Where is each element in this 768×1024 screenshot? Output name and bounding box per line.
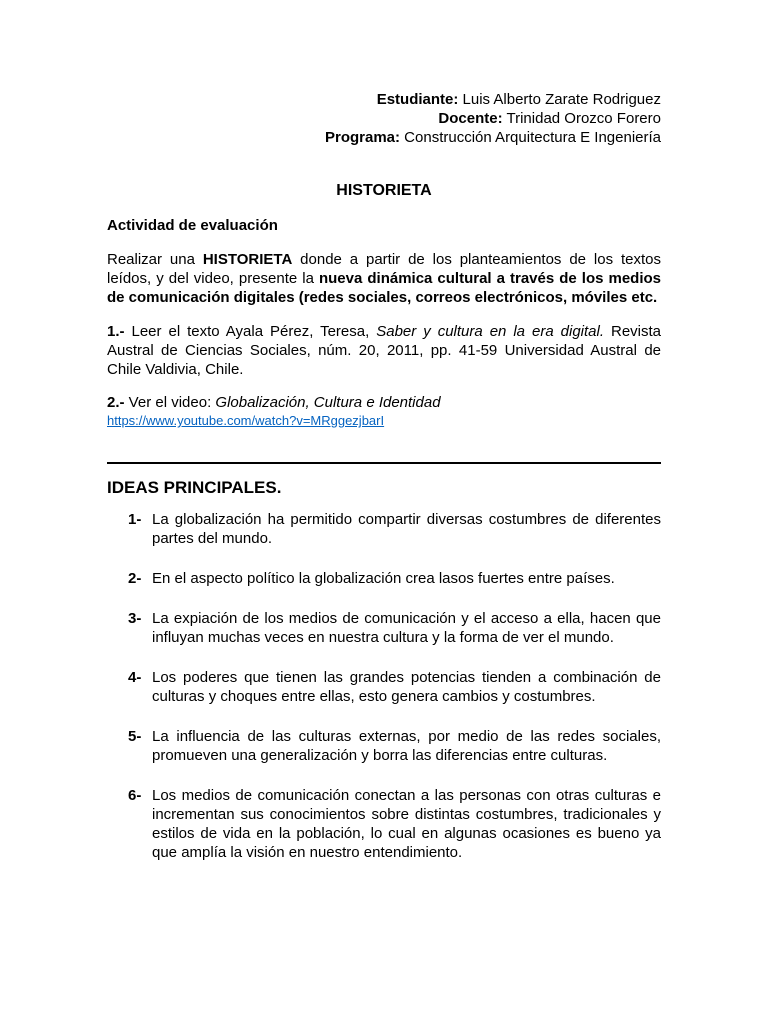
task-2-text: Ver el video: bbox=[124, 394, 216, 411]
idea-number: 6- bbox=[128, 787, 142, 804]
list-item bbox=[107, 668, 661, 706]
program-line bbox=[107, 128, 661, 147]
idea-number: 1- bbox=[128, 511, 142, 528]
activity-title: Actividad de evaluación bbox=[107, 217, 278, 234]
task-1-paragraph bbox=[107, 322, 661, 379]
student-label: Estudiante: bbox=[376, 91, 459, 108]
program-label: Programa: bbox=[324, 129, 401, 146]
idea-number: 4- bbox=[128, 669, 142, 686]
idea-number: 3- bbox=[128, 610, 142, 627]
idea-number: 2- bbox=[128, 570, 142, 587]
task-2-number: 2.- bbox=[107, 394, 125, 411]
ideas-title: IDEAS PRINCIPALES. bbox=[107, 478, 282, 497]
student-line bbox=[107, 90, 661, 109]
idea-text: La globalización ha permitido compartir diversas costumbres de diferentes partes del mundo. bbox=[152, 511, 661, 547]
document-title: HISTORIETA bbox=[336, 182, 432, 199]
header-block bbox=[107, 90, 661, 147]
list-item bbox=[107, 510, 661, 548]
instructions-bold-2: nueva dinámica cultural a través de los medios de comunicación digitales (redes sociales, correos electrónicos, móviles etc. bbox=[107, 270, 661, 306]
horizontal-divider bbox=[107, 462, 661, 464]
instructions-paragraph bbox=[107, 250, 661, 307]
idea-text: La influencia de las culturas externas, por medio de las redes sociales, promueven una generalización y borra las diferencias entre culturas. bbox=[152, 728, 661, 764]
list-item bbox=[107, 727, 661, 765]
idea-text: En el aspecto político la globalización crea lasos fuertes entre países. bbox=[152, 570, 615, 587]
task-1-text-2: Revista Austral de Ciencias Sociales, núm. 20, 2011, pp. 41-59 Universidad Austral de Chile Valdivia, Chile. bbox=[107, 323, 662, 378]
list-item bbox=[107, 569, 661, 588]
idea-number: 5- bbox=[128, 728, 142, 745]
task-1-book-title: Saber y cultura en la era digital. bbox=[376, 323, 605, 340]
task-1-text-1: Leer el texto Ayala Pérez, Teresa, bbox=[124, 323, 377, 340]
task-2-video-title: Globalización, Cultura e Identidad bbox=[215, 394, 441, 411]
task-2-paragraph bbox=[107, 393, 661, 430]
list-item bbox=[107, 786, 661, 862]
instructions-bold-1: HISTORIETA bbox=[202, 251, 293, 268]
task-1-number: 1.- bbox=[107, 323, 125, 340]
ideas-list bbox=[107, 510, 661, 883]
idea-text: Los medios de comunicación conectan a las personas con otras culturas e incrementan sus conocimientos sobre distintas costumbres, tradicionales y estilos de vida en la población, lo cual en algunas ocasiones es bueno ya que amplía la visión en nuestro entendimiento. bbox=[152, 787, 661, 861]
video-link[interactable]: https://www.youtube.com/watch?v=MRggezjbarI bbox=[107, 413, 385, 428]
task-2-line bbox=[107, 393, 661, 412]
student-name: Luis Alberto Zarate Rodriguez bbox=[458, 91, 661, 108]
program-name: Construcción Arquitectura E Ingeniería bbox=[400, 129, 661, 146]
list-item bbox=[107, 609, 661, 647]
instructions-text-2: donde a partir de los planteamientos de los textos leídos, y del video, presente la bbox=[107, 251, 661, 287]
teacher-label: Docente: bbox=[438, 110, 503, 127]
teacher-name: Trinidad Orozco Forero bbox=[502, 110, 661, 127]
instructions-text-1: Realizar una bbox=[107, 251, 203, 268]
idea-text: La expiación de los medios de comunicación y el acceso a ella, hacen que influyan muchas veces en nuestra cultura y la forma de ver el mundo. bbox=[152, 610, 661, 646]
teacher-line bbox=[107, 109, 661, 128]
idea-text: Los poderes que tienen las grandes potencias tienden a combinación de culturas y choques entre ellas, esto genera cambios y costumbres. bbox=[152, 669, 661, 705]
